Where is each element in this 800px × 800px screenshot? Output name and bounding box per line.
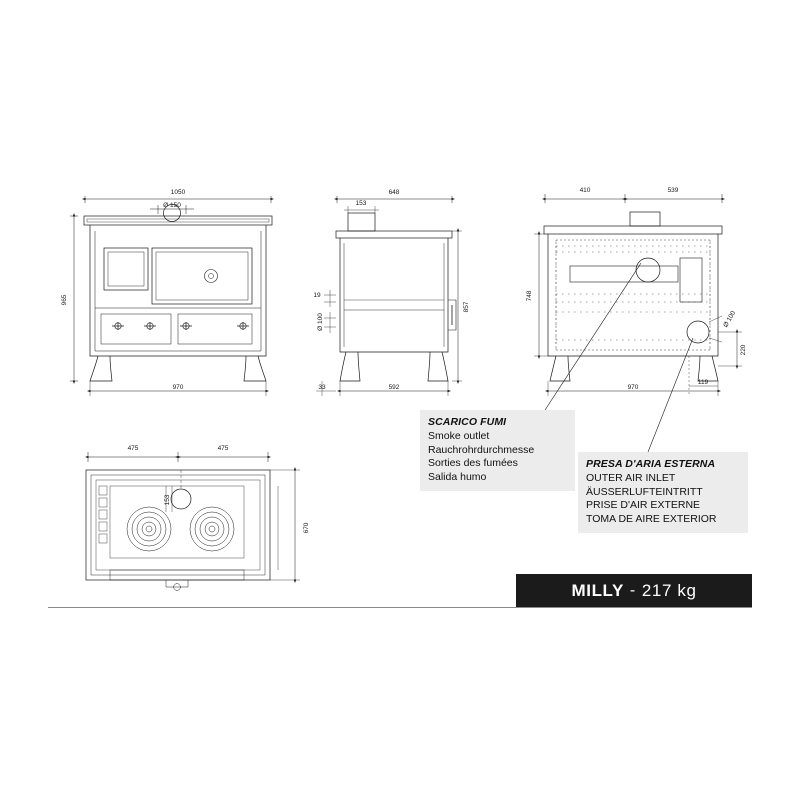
dim-rear-height: 748 — [526, 290, 533, 302]
dim-side-inlet-height: 19 — [313, 292, 321, 299]
callout-smoke-line-de: Rauchrohrdurchmesse — [428, 443, 535, 456]
dim-side-top-offset: 153 — [355, 200, 367, 207]
sheet-baseline — [48, 607, 752, 608]
callout-air-line-es: TOMA DE AIRE EXTERIOR — [586, 512, 717, 525]
dim-side-inlet-dia: Ø 100 — [317, 313, 324, 331]
callout-air-line-fr: PRISE D'AIR EXTERNE — [586, 499, 701, 512]
dim-rear-inlet-dia: Ø 100 — [722, 309, 738, 329]
rear-view — [534, 194, 742, 396]
callout-smoke-line-en: Smoke outlet — [428, 430, 490, 443]
front-view — [70, 196, 272, 396]
product-separator: - — [629, 582, 636, 599]
top-view — [86, 452, 300, 590]
dim-side-body-depth: 592 — [388, 384, 400, 391]
dim-top-flue-offset: 153 — [164, 494, 171, 506]
callout-air-line-en: OUTER AIR INLET — [586, 472, 676, 485]
callout-smoke-line-fr: Sorties des fumées — [428, 457, 518, 470]
callout-air-title: PRESA D'ARIA ESTERNA — [586, 458, 716, 470]
dim-rear-right: 539 — [667, 187, 679, 194]
callout-smoke-line-es: Salida humo — [428, 470, 487, 483]
dim-rear-base: 970 — [627, 384, 639, 391]
dim-front-height: 965 — [61, 294, 68, 306]
product-name: MILLY — [571, 581, 624, 600]
dim-top-depth: 670 — [303, 522, 310, 534]
product-banner — [516, 574, 752, 608]
dim-side-depth: 648 — [388, 189, 400, 196]
callout-smoke-outlet — [420, 410, 575, 491]
dim-side-foot-offset: 33 — [318, 384, 326, 391]
callout-outer-air-inlet — [578, 452, 748, 533]
dim-rear-left: 410 — [579, 187, 591, 194]
side-view — [316, 196, 462, 396]
product-weight: 217 kg — [641, 581, 697, 600]
dim-top-left-half: 475 — [127, 445, 139, 452]
dim-front-width: 1050 — [170, 189, 186, 196]
dim-front-flue: Ø 150 — [163, 202, 181, 209]
dim-rear-inlet-drop: 220 — [740, 344, 747, 356]
dim-rear-offset: 119 — [697, 379, 709, 386]
dim-top-right-half: 475 — [217, 445, 229, 452]
callout-smoke-title: SCARICO FUMI — [428, 416, 507, 428]
callout-air-line-de: ÄUSSERLUFTEINTRITT — [586, 485, 703, 498]
dim-front-base: 970 — [172, 384, 184, 391]
dim-side-height: 857 — [463, 301, 470, 313]
